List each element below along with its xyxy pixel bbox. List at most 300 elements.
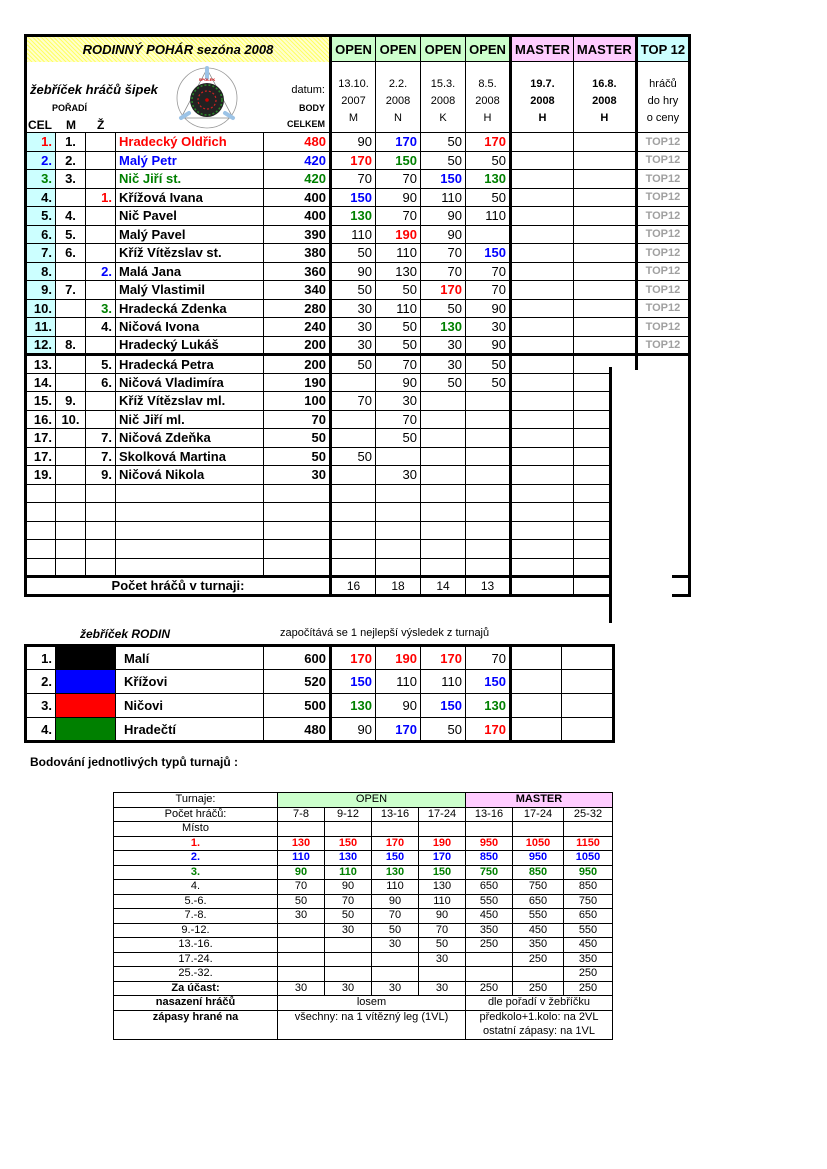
player-count-value: 14: [421, 577, 466, 596]
table-row: [26, 318, 690, 337]
points: 50: [278, 894, 325, 909]
score-cell: 50: [331, 355, 376, 374]
score-cell: [511, 151, 574, 170]
empty: [564, 822, 613, 837]
score-cell: [511, 262, 574, 281]
family-name: Hradečtí: [116, 718, 264, 742]
rank-overall: [26, 484, 56, 503]
family-score: 190: [376, 646, 421, 670]
score-cell: 110: [466, 207, 511, 226]
score-cell: 90: [331, 133, 376, 152]
top12-badge: TOP12: [636, 188, 689, 207]
tournament-type: MASTER: [573, 36, 636, 62]
place: 25.-32.: [114, 967, 278, 982]
scoring-row: [114, 894, 613, 909]
score-cell: [376, 503, 421, 522]
rank-overall: 12.: [26, 336, 56, 355]
family-rank: 4.: [26, 718, 56, 742]
player-total: 200: [264, 336, 331, 355]
score-cell: 70: [466, 281, 511, 300]
score-cell: [466, 521, 511, 540]
rank-men: 5.: [56, 225, 86, 244]
table-row: [26, 503, 690, 522]
points: 550: [564, 923, 613, 938]
points: [372, 967, 419, 982]
family-score: 90: [376, 694, 421, 718]
family-row: [26, 646, 614, 670]
datum-label: datum:: [291, 83, 325, 96]
player-name: Nič Pavel: [116, 207, 264, 226]
rank-men: [56, 373, 86, 392]
score-cell: [421, 392, 466, 411]
subtitle: žebříček hráčů šipek: [30, 81, 158, 97]
score-cell: [511, 355, 574, 374]
points: 750: [513, 880, 564, 895]
player-name: [116, 540, 264, 559]
score-cell: 150: [331, 188, 376, 207]
player-name: Skolková Martina: [116, 447, 264, 466]
score-cell: [511, 318, 574, 337]
score-cell: 50: [421, 151, 466, 170]
place: 4.: [114, 880, 278, 895]
score-cell: 170: [331, 151, 376, 170]
rank-overall: 14.: [26, 373, 56, 392]
points: 250: [466, 938, 513, 953]
points: [325, 952, 372, 967]
score-cell: [421, 429, 466, 448]
score-cell: 50: [376, 336, 421, 355]
tournament-date: 13.10. 2007 M: [331, 62, 376, 133]
points: 550: [466, 894, 513, 909]
tournament-date: 8.5. 2008 H: [466, 62, 511, 133]
rank-men: 7.: [56, 281, 86, 300]
points: 110: [325, 865, 372, 880]
rank-women: [86, 170, 116, 189]
family-color-swatch: [56, 646, 116, 670]
score-cell: 90: [331, 262, 376, 281]
score-cell: [511, 466, 574, 485]
rank-men: [56, 447, 86, 466]
empty: [325, 822, 372, 837]
score-cell: [573, 207, 636, 226]
col-cel: CEL: [28, 117, 52, 132]
tournament-date: 15.3. 2008 K: [421, 62, 466, 133]
zapasy-master1: předkolo+1.kolo: na 2VL: [466, 1010, 613, 1025]
player-total: 400: [264, 207, 331, 226]
score-cell: [511, 336, 574, 355]
top12-header: TOP 12: [636, 36, 689, 62]
rank-women: 1.: [86, 188, 116, 207]
ucast-value: 250: [466, 981, 513, 996]
player-name: Malý Petr: [116, 151, 264, 170]
points: 950: [466, 836, 513, 851]
ucast-value: 30: [325, 981, 372, 996]
score-cell: 50: [466, 355, 511, 374]
score-cell: [573, 151, 636, 170]
score-cell: [511, 188, 574, 207]
score-cell: [511, 429, 574, 448]
player-name: Ničová Vladimíra: [116, 373, 264, 392]
score-cell: [573, 336, 636, 355]
score-cell: [421, 540, 466, 559]
rank-overall: 7.: [26, 244, 56, 263]
family-color-swatch: [56, 718, 116, 742]
score-cell: 70: [376, 207, 421, 226]
score-cell: [511, 373, 574, 392]
scoring-title: Bodování jednotlivých typů turnajů :: [30, 755, 239, 769]
rank-women: 7.: [86, 429, 116, 448]
scoring-row: [114, 952, 613, 967]
place: 7.-8.: [114, 909, 278, 924]
table-row: [26, 151, 690, 170]
points: 250: [564, 967, 613, 982]
points: 90: [372, 894, 419, 909]
rank-women: 7.: [86, 447, 116, 466]
family-rank: 2.: [26, 670, 56, 694]
turnaje-label: Turnaje:: [114, 793, 278, 808]
scoring-row: [114, 1010, 613, 1025]
family-total: 480: [264, 718, 331, 742]
player-count-row: [26, 577, 690, 596]
tournament-date: 19.7. 2008 H: [511, 62, 574, 133]
score-cell: 170: [421, 281, 466, 300]
rank-men: [56, 429, 86, 448]
rank-women: 6.: [86, 373, 116, 392]
scoring-row: [114, 836, 613, 851]
family-score: [511, 694, 562, 718]
rank-overall: 5.: [26, 207, 56, 226]
score-cell: 50: [376, 429, 421, 448]
score-cell: [421, 466, 466, 485]
family-total: 500: [264, 694, 331, 718]
score-cell: [466, 466, 511, 485]
rank-overall: 17.: [26, 447, 56, 466]
score-cell: 30: [466, 318, 511, 337]
score-cell: 30: [331, 299, 376, 318]
score-cell: [573, 188, 636, 207]
score-cell: [331, 558, 376, 577]
family-name: Malí: [116, 646, 264, 670]
rank-women: 2.: [86, 262, 116, 281]
rank-men: 6.: [56, 244, 86, 263]
player-total: 400: [264, 188, 331, 207]
score-cell: [511, 540, 574, 559]
family-rank: 1.: [26, 646, 56, 670]
top12-badge: TOP12: [636, 244, 689, 263]
points: [325, 967, 372, 982]
points: 350: [466, 923, 513, 938]
tournament-type: OPEN: [376, 36, 421, 62]
score-cell: 50: [421, 299, 466, 318]
score-cell: [511, 170, 574, 189]
scoring-row: [114, 996, 613, 1011]
score-cell: [466, 429, 511, 448]
points: 90: [325, 880, 372, 895]
empty: [513, 822, 564, 837]
score-cell: [511, 225, 574, 244]
table-row: [26, 447, 690, 466]
bracket: 25-32: [564, 807, 613, 822]
table-row: [26, 558, 690, 577]
scoring-row: [114, 822, 613, 837]
points: 30: [372, 938, 419, 953]
score-cell: [376, 484, 421, 503]
player-name: Hradecká Petra: [116, 355, 264, 374]
score-cell: [331, 521, 376, 540]
score-cell: [511, 207, 574, 226]
score-cell: 30: [421, 355, 466, 374]
dartboard-logo-icon: [175, 66, 239, 130]
rank-women: [86, 503, 116, 522]
col-m: M: [66, 117, 76, 132]
rank-overall: 10.: [26, 299, 56, 318]
bracket: 13-16: [372, 807, 419, 822]
bracket: 17-24: [513, 807, 564, 822]
player-total: 420: [264, 151, 331, 170]
svg-text:SPOLEK: SPOLEK: [198, 76, 216, 82]
top12-badge: TOP12: [636, 170, 689, 189]
score-cell: 30: [421, 336, 466, 355]
points: 850: [513, 865, 564, 880]
rodin-note: započítává se 1 nejlepší výsledek z turnajů: [280, 627, 490, 639]
points: 950: [564, 865, 613, 880]
score-cell: [511, 392, 574, 411]
points: 90: [278, 865, 325, 880]
points: [466, 952, 513, 967]
score-cell: 170: [466, 133, 511, 152]
player-total: 340: [264, 281, 331, 300]
score-cell: [466, 225, 511, 244]
score-cell: [573, 225, 636, 244]
score-cell: 90: [376, 188, 421, 207]
player-total: [264, 558, 331, 577]
rank-women: [86, 392, 116, 411]
points: 50: [325, 909, 372, 924]
bracket: 17-24: [419, 807, 466, 822]
ucast-value: 30: [278, 981, 325, 996]
rank-women: [86, 133, 116, 152]
top12-badge: TOP12: [636, 336, 689, 355]
family-name: Ničovi: [116, 694, 264, 718]
rank-overall: [26, 503, 56, 522]
score-cell: 90: [421, 225, 466, 244]
pocet-label: Počet hráčů:: [114, 807, 278, 822]
player-name: Kříž Vítězslav ml.: [116, 392, 264, 411]
tournament-date: 2.2. 2008 N: [376, 62, 421, 133]
table-row: [26, 429, 690, 448]
player-name: Hradecký Oldřich: [116, 133, 264, 152]
rank-overall: 15.: [26, 392, 56, 411]
tournament-type: OPEN: [421, 36, 466, 62]
family-score: [562, 694, 614, 718]
table-right-border: [609, 367, 612, 623]
player-total: 30: [264, 466, 331, 485]
score-cell: 90: [466, 299, 511, 318]
score-cell: [331, 540, 376, 559]
poradi-label: POŘADÍ: [52, 102, 88, 113]
score-cell: 150: [421, 170, 466, 189]
score-cell: 30: [376, 392, 421, 411]
rank-men: [56, 318, 86, 337]
points: 50: [372, 923, 419, 938]
family-score: [562, 646, 614, 670]
score-cell: [376, 558, 421, 577]
points: 1050: [513, 836, 564, 851]
player-count-value: [511, 577, 574, 596]
player-total: [264, 521, 331, 540]
score-cell: [573, 133, 636, 152]
rank-overall: 6.: [26, 225, 56, 244]
points: 110: [372, 880, 419, 895]
table-row: [26, 299, 690, 318]
bracket: 13-16: [466, 807, 513, 822]
player-name: [116, 484, 264, 503]
points: 650: [513, 894, 564, 909]
place: 9.-12.: [114, 923, 278, 938]
player-count-value: 16: [331, 577, 376, 596]
score-cell: [466, 558, 511, 577]
zapasy-master2: ostatní zápasy: na 1VL: [466, 1025, 613, 1040]
points: 110: [278, 851, 325, 866]
score-cell: [511, 133, 574, 152]
master-header: MASTER: [466, 793, 613, 808]
rank-women: [86, 410, 116, 429]
score-cell: 150: [466, 244, 511, 263]
score-cell: 50: [331, 244, 376, 263]
family-total: 600: [264, 646, 331, 670]
score-cell: 90: [466, 336, 511, 355]
top12-badge: TOP12: [636, 262, 689, 281]
open-header: OPEN: [278, 793, 466, 808]
score-cell: 70: [331, 392, 376, 411]
table-row: [26, 484, 690, 503]
score-cell: [376, 521, 421, 540]
rank-overall: 9.: [26, 281, 56, 300]
score-cell: [466, 392, 511, 411]
scoring-row: [114, 880, 613, 895]
player-total: 190: [264, 373, 331, 392]
player-name: Ničová Zdeňka: [116, 429, 264, 448]
scoring-row: [114, 923, 613, 938]
rank-overall: 4.: [26, 188, 56, 207]
score-cell: [511, 503, 574, 522]
score-cell: [466, 484, 511, 503]
top12-badge: TOP12: [636, 133, 689, 152]
scoring-row: [114, 807, 613, 822]
score-cell: [421, 503, 466, 522]
points: 250: [513, 952, 564, 967]
points: 350: [564, 952, 613, 967]
points: 750: [564, 894, 613, 909]
rank-overall: 3.: [26, 170, 56, 189]
table-row: [26, 410, 690, 429]
score-cell: [466, 540, 511, 559]
points: 110: [419, 894, 466, 909]
points: [278, 967, 325, 982]
family-row: [26, 718, 614, 742]
player-name: Ničová Nikola: [116, 466, 264, 485]
points: 150: [325, 836, 372, 851]
points: 130: [325, 851, 372, 866]
rank-women: [86, 207, 116, 226]
table-row: [26, 244, 690, 263]
score-cell: [421, 447, 466, 466]
place: 2.: [114, 851, 278, 866]
points: 550: [513, 909, 564, 924]
score-cell: 50: [421, 373, 466, 392]
family-score: [511, 670, 562, 694]
score-cell: [421, 558, 466, 577]
rank-men: 4.: [56, 207, 86, 226]
top12-badge: TOP12: [636, 281, 689, 300]
family-name: Křížovi: [116, 670, 264, 694]
score-cell: 110: [421, 188, 466, 207]
rank-women: 3.: [86, 299, 116, 318]
bracket: 7-8: [278, 807, 325, 822]
score-cell: 50: [376, 281, 421, 300]
player-name: Křížová Ivana: [116, 188, 264, 207]
points: 350: [513, 938, 564, 953]
rank-overall: 8.: [26, 262, 56, 281]
scoring-row: [114, 938, 613, 953]
score-cell: 70: [466, 262, 511, 281]
points: 90: [419, 909, 466, 924]
table-row: [26, 521, 690, 540]
player-name: Malý Pavel: [116, 225, 264, 244]
rank-men: 3.: [56, 170, 86, 189]
family-row: [26, 670, 614, 694]
rank-men: [56, 299, 86, 318]
family-score: [562, 718, 614, 742]
score-cell: [511, 410, 574, 429]
top12-badge: TOP12: [636, 299, 689, 318]
family-ranking-table: [24, 644, 615, 743]
family-score: 150: [331, 670, 376, 694]
player-count-value: 18: [376, 577, 421, 596]
points: 450: [513, 923, 564, 938]
score-cell: 130: [376, 262, 421, 281]
points: 850: [466, 851, 513, 866]
rank-overall: 17.: [26, 429, 56, 448]
points: 150: [419, 865, 466, 880]
score-cell: [511, 281, 574, 300]
bracket: 9-12: [325, 807, 372, 822]
rank-men: [56, 188, 86, 207]
rank-overall: [26, 521, 56, 540]
points: 50: [419, 938, 466, 953]
score-cell: 50: [376, 318, 421, 337]
empty: [419, 822, 466, 837]
score-cell: [573, 262, 636, 281]
rank-women: [86, 151, 116, 170]
rank-women: 4.: [86, 318, 116, 337]
points: 150: [372, 851, 419, 866]
table-row: [26, 170, 690, 189]
score-cell: [421, 521, 466, 540]
top12-badge: TOP12: [636, 207, 689, 226]
points: 30: [325, 923, 372, 938]
score-cell: [376, 447, 421, 466]
score-cell: [511, 558, 574, 577]
family-score: 110: [421, 670, 466, 694]
points: 1150: [564, 836, 613, 851]
score-cell: 130: [466, 170, 511, 189]
rank-overall: 19.: [26, 466, 56, 485]
player-name: Nič Jiří ml.: [116, 410, 264, 429]
score-cell: [573, 281, 636, 300]
table-row: [26, 225, 690, 244]
body-label: BODY: [298, 102, 325, 113]
